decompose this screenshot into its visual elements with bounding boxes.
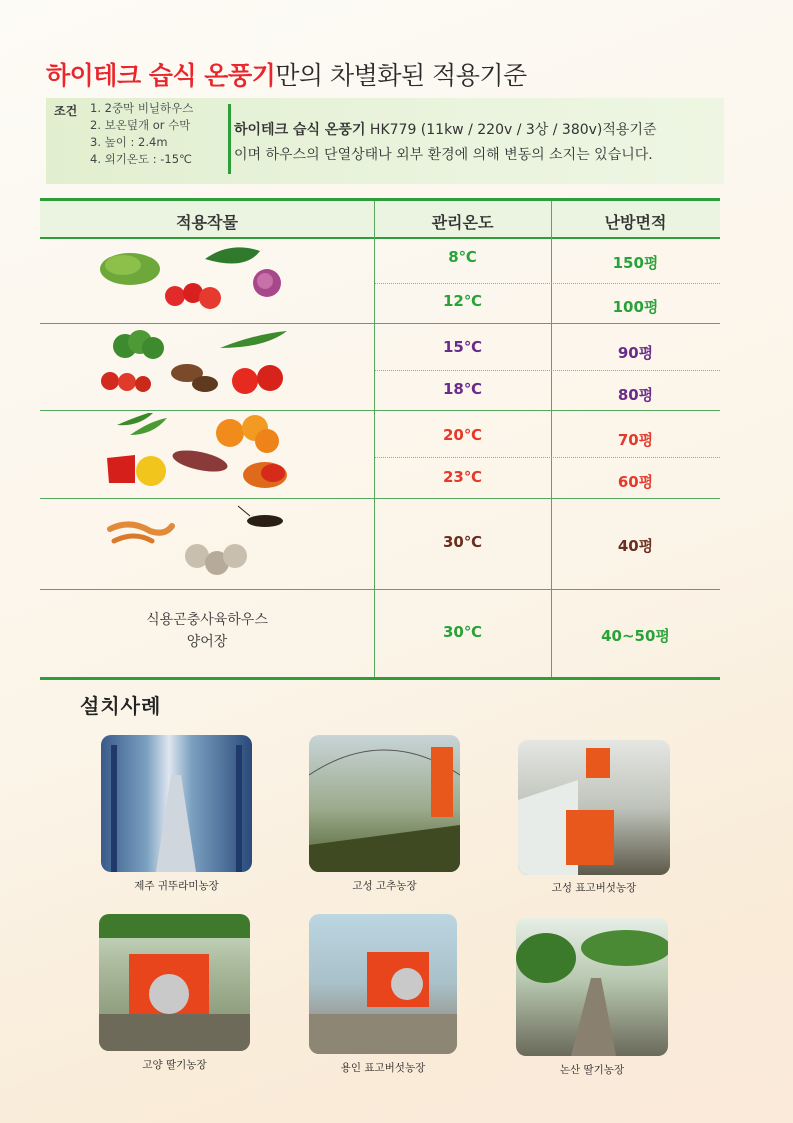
- temp-value: 18℃: [442, 380, 483, 398]
- area-value: 60평: [617, 473, 654, 491]
- group-divider: [40, 410, 720, 411]
- conditions-description: [234, 118, 657, 168]
- description-note: 이며 하우스의 단열상태나 외부 환경에 의해 변동의 소지는 있습니다.: [234, 147, 653, 163]
- condition-item: 2. 보온덮개 or 수막: [90, 118, 191, 132]
- area-value: 80평: [617, 386, 654, 404]
- group-divider: [40, 323, 720, 324]
- title-rest: 만의 차별화된 적용기준: [275, 61, 527, 90]
- crops-insect-image: [100, 501, 300, 581]
- area-value: 90평: [617, 344, 654, 362]
- crops-leafy-strawberry-image: [95, 241, 305, 321]
- conditions-box: [46, 98, 724, 184]
- header-crop: 적용작물: [176, 213, 238, 232]
- conditions-label: 조건: [54, 104, 78, 118]
- table-header: [40, 201, 720, 237]
- page-title: [46, 56, 527, 92]
- conditions-divider: [228, 104, 231, 174]
- area-value: 40~50평: [601, 627, 670, 645]
- photo-caption: 용인 표고버섯농장: [340, 1062, 426, 1074]
- table-header-rule: [40, 237, 720, 239]
- photo-caption: 논산 딸기농장: [559, 1064, 625, 1076]
- crops-fruit-image: [95, 413, 305, 495]
- header-temp: 관리온도: [431, 213, 494, 232]
- photo-goseong-mushroom-farm: [518, 740, 670, 875]
- crop-name: [40, 609, 374, 653]
- photo-goseong-pepper-farm: [309, 735, 460, 872]
- row-divider: [375, 457, 720, 458]
- condition-item: 1. 2중막 비닐하우스: [90, 101, 194, 115]
- temp-value: 12℃: [442, 292, 483, 310]
- photo-caption: 고성 표고버섯농장: [551, 882, 637, 894]
- photo-goyang-strawberry-farm: [99, 914, 250, 1051]
- photo-caption: 제주 귀뚜라미농장: [134, 880, 219, 892]
- area-value: 70평: [617, 431, 654, 449]
- section-title: 설치사례: [80, 694, 162, 718]
- temp-value: 20℃: [442, 426, 483, 444]
- table-bottom-rule: [40, 677, 720, 680]
- conditions-list: [90, 100, 193, 168]
- row-divider: [375, 370, 720, 371]
- condition-item: 4. 외기온도 : -15℃: [90, 152, 192, 166]
- temp-value: 8℃: [448, 248, 477, 266]
- header-area: 난방면적: [604, 213, 667, 232]
- description-product: 하이테크 습식 온풍기: [234, 122, 366, 138]
- photo-nonsan-strawberry-farm: [516, 918, 668, 1056]
- row-divider: [375, 283, 720, 284]
- crop-name-line1: 식용곤충사육하우스: [146, 612, 268, 628]
- temp-value: 15℃: [442, 338, 483, 356]
- photo-yongin-mushroom-farm: [309, 914, 457, 1054]
- description-spec: HK779 (11kw / 220v / 3상 / 380v)적용기준: [365, 122, 657, 138]
- title-highlight: 하이테크 습식 온풍기: [46, 61, 276, 90]
- photo-jeju-cricket-farm: [101, 735, 252, 872]
- crops-vegetable-image: [95, 326, 305, 406]
- area-value: 150평: [612, 254, 659, 272]
- area-value: 40평: [617, 537, 654, 555]
- photo-caption: 고성 고추농장: [352, 880, 417, 892]
- photo-caption: 고양 딸기농장: [142, 1059, 207, 1071]
- area-value: 100평: [612, 298, 659, 316]
- condition-item: 3. 높이 : 2.4m: [90, 135, 168, 149]
- temp-value: 23℃: [442, 468, 483, 486]
- temp-value: 30℃: [442, 533, 483, 551]
- group-divider: [40, 498, 720, 499]
- crop-name-line2: 양어장: [186, 634, 228, 650]
- group-divider: [40, 589, 720, 590]
- temp-value: 30℃: [442, 623, 483, 641]
